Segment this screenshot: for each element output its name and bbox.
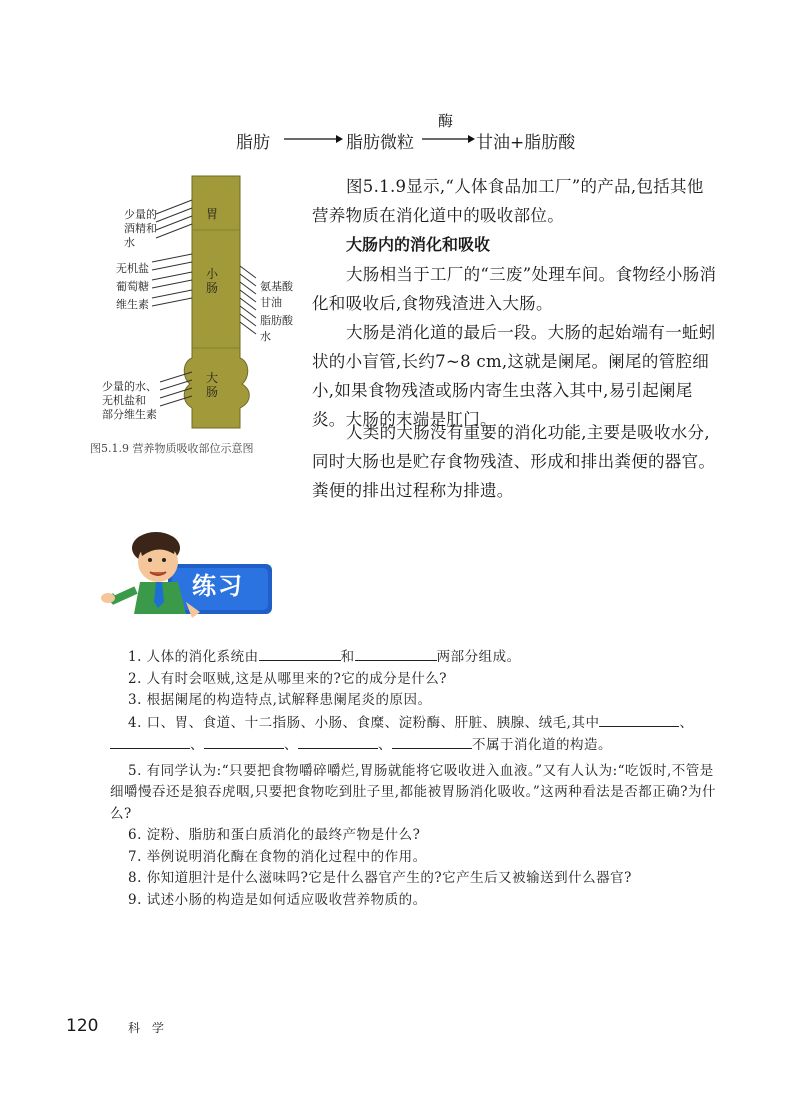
exercise-2: 2. 人有时会呕贼,这是从哪里来的?它的成分是什么? bbox=[128, 670, 447, 687]
stomach-absorbs-2: 酒精和 bbox=[124, 222, 157, 235]
exercise-1-text-a: 1. 人体的消化系统由 bbox=[128, 649, 259, 665]
page-number: 120 bbox=[66, 1016, 99, 1036]
figure-caption: 图5.1.9 营养物质吸收部位示意图 bbox=[90, 442, 254, 455]
answer-blank[interactable] bbox=[298, 734, 378, 749]
exercise-9: 9. 试述小肠的构造是如何适应吸收营养物质的。 bbox=[128, 891, 427, 908]
exercise-6: 6. 淀粉、脂肪和蛋白质消化的最终产物是什么? bbox=[128, 827, 421, 843]
exercise-1 bbox=[110, 646, 718, 669]
exercise-list bbox=[110, 646, 718, 911]
answer-blank[interactable] bbox=[204, 734, 284, 749]
paragraph-2: 大肠相当于工厂的“三废”处理车间。食物经小肠消化和吸收后,食物残渣进入大肠。 bbox=[312, 265, 717, 313]
text-column bbox=[312, 172, 718, 434]
large-absorbs-1: 少量的水、 bbox=[102, 380, 157, 393]
organ-label-large-intestine-1: 大 bbox=[206, 371, 219, 385]
organ-label-large-intestine-2: 肠 bbox=[206, 385, 219, 399]
paragraph-4-block bbox=[96, 418, 718, 508]
organ-label-small-intestine-1: 小 bbox=[206, 267, 219, 281]
equation-reactant: 脂肪 bbox=[236, 133, 270, 153]
separator: 、 bbox=[284, 737, 298, 753]
small-left-3: 维生素 bbox=[116, 298, 149, 311]
organ-label-stomach: 胃 bbox=[206, 207, 219, 221]
exercise-5: 5. 有同学认为:“只要把食物嚼碎嚼烂,胃肠就能将它吸收进入血液。”又有人认为:“吃饭时,不管是细嚼慢吞还是狼吞虎咽,只要把食物吃到肚子里,都能被胃肠消化吸收。”这两种看法是否都正确?为什么? bbox=[110, 762, 716, 822]
student-cartoon-icon bbox=[100, 528, 280, 628]
equation-products: 甘油+脂肪酸 bbox=[476, 133, 576, 153]
large-absorbs-3: 部分维生素 bbox=[102, 408, 157, 421]
small-left-2: 葡萄糖 bbox=[116, 280, 149, 293]
small-left-1: 无机盐 bbox=[116, 262, 149, 275]
section-heading: 大肠内的消化和吸收 bbox=[346, 235, 491, 254]
stomach-absorbs-1: 少量的 bbox=[124, 208, 157, 221]
arrow-icon bbox=[420, 128, 476, 148]
exercise-1-text-c: 两部分组成。 bbox=[436, 649, 521, 665]
paragraph-1: 图5.1.9显示,“人体食品加工厂”的产品,包括其他营养物质在消化道中的吸收部位。 bbox=[312, 177, 704, 225]
separator: 、 bbox=[190, 737, 204, 753]
practice-badge bbox=[100, 528, 280, 628]
small-right-2: 甘油 bbox=[260, 296, 282, 309]
answer-blank[interactable] bbox=[355, 646, 437, 661]
exercise-4-end: 不属于消化道的构造。 bbox=[472, 737, 612, 753]
answer-blank[interactable] bbox=[392, 734, 472, 749]
paragraph-4: 人类的大肠没有重要的消化功能,主要是吸收水分,同时大肠也是贮存食物残渣、形成和排出粪便的器官。粪便的排出过程称为排遗。 bbox=[312, 423, 716, 500]
practice-label: 练习 bbox=[192, 572, 244, 600]
small-right-1: 氨基酸 bbox=[260, 280, 293, 293]
exercise-8: 8. 你知道胆汁是什么滋味吗?它是什么器官产生的?它产生后又被输送到什么器官? bbox=[128, 870, 632, 886]
separator: 、 bbox=[378, 737, 392, 753]
exercise-4 bbox=[110, 712, 718, 757]
small-right-3: 脂肪酸 bbox=[260, 314, 293, 327]
answer-blank[interactable] bbox=[259, 646, 341, 661]
large-absorbs-2: 无机盐和 bbox=[102, 394, 146, 407]
small-right-4: 水 bbox=[260, 330, 271, 343]
answer-blank[interactable] bbox=[110, 734, 190, 749]
separator: 、 bbox=[679, 714, 694, 731]
subject-label: 科 学 bbox=[128, 1021, 168, 1035]
exercise-3: 3. 根据阑尾的构造特点,试解释患阑尾炎的原因。 bbox=[128, 692, 432, 708]
stomach-absorbs-3: 水 bbox=[124, 236, 135, 249]
exercise-4-text: 4. 口、胃、食道、十二指肠、小肠、食糜、淀粉酶、肝脏、胰腺、绒毛,其中 bbox=[128, 714, 600, 731]
exercise-1-text-b: 和 bbox=[340, 649, 355, 665]
paragraph-3: 大肠是消化道的最后一段。大肠的起始端有一蚯蚓状的小盲管,长约7~8 cm,这就是阑尾。阑尾的管腔细小,如果食物残渣或肠内寄生虫落入其中,易引起阑尾炎。大肠的末端是肛门。 bbox=[312, 323, 716, 429]
organ-label-small-intestine-2: 肠 bbox=[206, 281, 219, 295]
exercise-7: 7. 举例说明消化酶在食物的消化过程中的作用。 bbox=[128, 848, 427, 865]
digestion-equation bbox=[236, 112, 656, 156]
answer-blank[interactable] bbox=[599, 712, 679, 727]
equation-intermediate: 脂肪微粒 bbox=[346, 133, 414, 153]
arrow-icon bbox=[282, 128, 344, 148]
absorption-figure bbox=[80, 170, 310, 460]
equation-enzyme: 酶 bbox=[438, 112, 454, 130]
